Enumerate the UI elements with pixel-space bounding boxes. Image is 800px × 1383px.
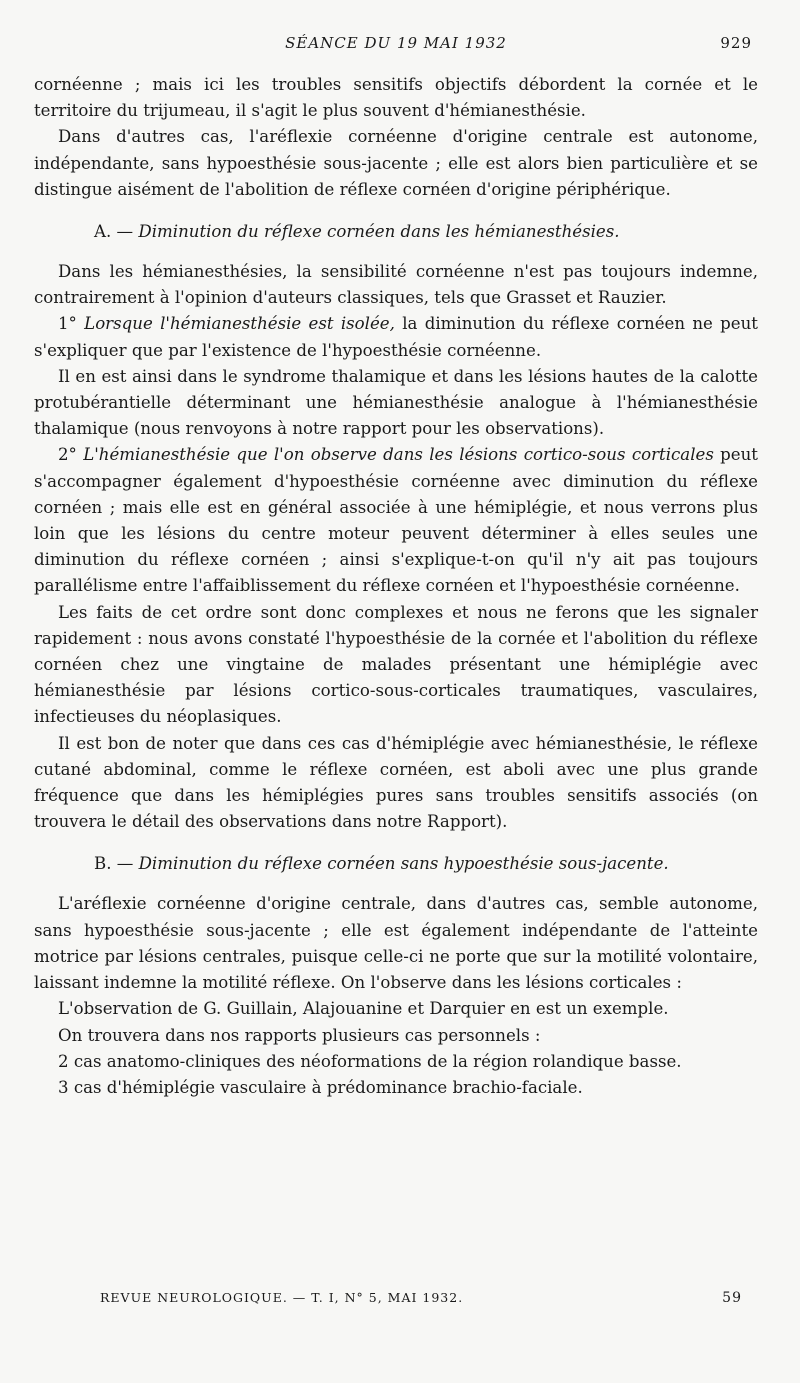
section-a-paragraph-6: Il est bon de noter que dans ces cas d'hémiplégie avec hémianesthésie, le réflexe cutané abdominal, comme le réflexe cornéen, est aboli avec une plus grande fréquence que dans les hémiplégies pures sans troubles sensitifs associés (on trouvera le détail des observations dans notre Rapport).	[34, 733, 758, 832]
section-a-paragraph-5: Les faits de cet ordre sont donc complexes et nous ne ferons que les signaler rapidement : nous avons constaté l'hypoesthésie de la cornée et l'abolition du réflexe cornéen chez une vingtaine de malades présentant une hémiplégie avec hémianesthésie par lésions cortico-sous-corticales traumatiques, vasculaires, infectieuses du néoplasiques.	[34, 602, 758, 727]
section-b-paragraph-3: On trouvera dans nos rapports plusieurs cas personnels :	[58, 1025, 541, 1045]
page-number: 929	[720, 34, 752, 52]
footer-journal: REVUE NEUROLOGIQUE. — T. I, N° 5, MAI 1932.	[100, 1290, 464, 1305]
section-a-paragraph-2	[34, 311, 758, 363]
running-head	[34, 34, 758, 64]
section-a-p2-italic: Lorsque l'hémianesthésie est isolée,	[84, 314, 395, 334]
section-b-paragraph-4: 2 cas anatomo-cliniques des néoformations de la région rolandique basse.	[58, 1051, 682, 1071]
section-a-p4-italic: L'hémianesthésie que l'on observe dans les lésions cortico-sous corticales	[83, 445, 714, 465]
section-b-heading	[94, 851, 758, 877]
section-a-paragraph-4	[34, 442, 758, 599]
paragraph-continuation: cornéenne ; mais ici les troubles sensitifs objectifs débordent la cornée et le territoire du trijumeau, il s'agit le plus souvent d'hémianesthésie.	[34, 75, 758, 121]
section-b-title: Diminution du réflexe cornéen sans hypoesthésie sous-jacente.	[138, 854, 669, 874]
running-title: SÉANCE DU 19 MAI 1932	[285, 34, 507, 52]
body-text	[34, 72, 758, 1101]
section-a-paragraph-1: Dans les hémianesthésies, la sensibilité cornéenne n'est pas toujours indemne, contrairement à l'opinion d'auteurs classiques, tels que Grasset et Rauzier.	[34, 262, 758, 308]
section-a-title: Diminution du réflexe cornéen dans les hémianesthésies.	[138, 222, 620, 242]
section-a-p2-rest: la diminution du réflexe cornéen ne peut s'expliquer que par l'existence de l'hypoesthésie cornéenne.	[34, 314, 758, 360]
section-a-heading	[94, 219, 758, 245]
paragraph-autonomous-areflexia: Dans d'autres cas, l'aréflexie cornéenne d'origine centrale est autonome, indépendante, sans hypoesthésie sous-jacente ; elle est alors bien particulière et se distingue aisément de l'abolition de réflexe cornéen d'origine périphérique.	[34, 127, 758, 199]
section-a-paragraph-3: Il en est ainsi dans le syndrome thalamique et dans les lésions hautes de la calotte protubérantielle déterminant une hémianesthésie analogue à l'hémianesthésie thalamique (nous renvoyons à notre rapport pour les observations).	[34, 366, 758, 439]
section-b-paragraph-5: 3 cas d'hémiplégie vasculaire à prédominance brachio-faciale.	[58, 1077, 583, 1097]
section-a-p4-lead: 2°	[58, 445, 84, 465]
section-a-p4-rest: peut s'accompagner également d'hypoesthésie cornéenne avec diminution du réflexe cornéen ; mais elle est en général associée à une hémiplégie, et nous verrons plus loin que les lésions du centre moteur peuvent déterminer à elles seules une diminution du réflexe cornéen ; ainsi s'explique-t-on qu'il n'y ait pas toujours parallélisme entre l'affaiblissement du réflexe cornéen et l'hypoesthésie cornéenne.	[34, 445, 758, 596]
section-a-label: A. —	[94, 222, 134, 242]
section-a-p2-lead: 1°	[58, 314, 85, 334]
section-b-paragraph-1: L'aréflexie cornéenne d'origine centrale, dans d'autres cas, semble autonome, sans hypoesthésie sous-jacente ; elle est également indépendante de l'atteinte motrice par lésions centrales, puisque celle-ci ne porte que sur la motilité volontaire, laissant indemne la motilité réflexe. On l'observe dans les lésions corticales :	[34, 894, 758, 993]
section-b-paragraph-2: L'observation de G. Guillain, Alajouanine et Darquier en est un exemple.	[58, 999, 669, 1019]
footer-signature: 59	[722, 1290, 742, 1306]
section-b-label: B. —	[94, 854, 134, 874]
